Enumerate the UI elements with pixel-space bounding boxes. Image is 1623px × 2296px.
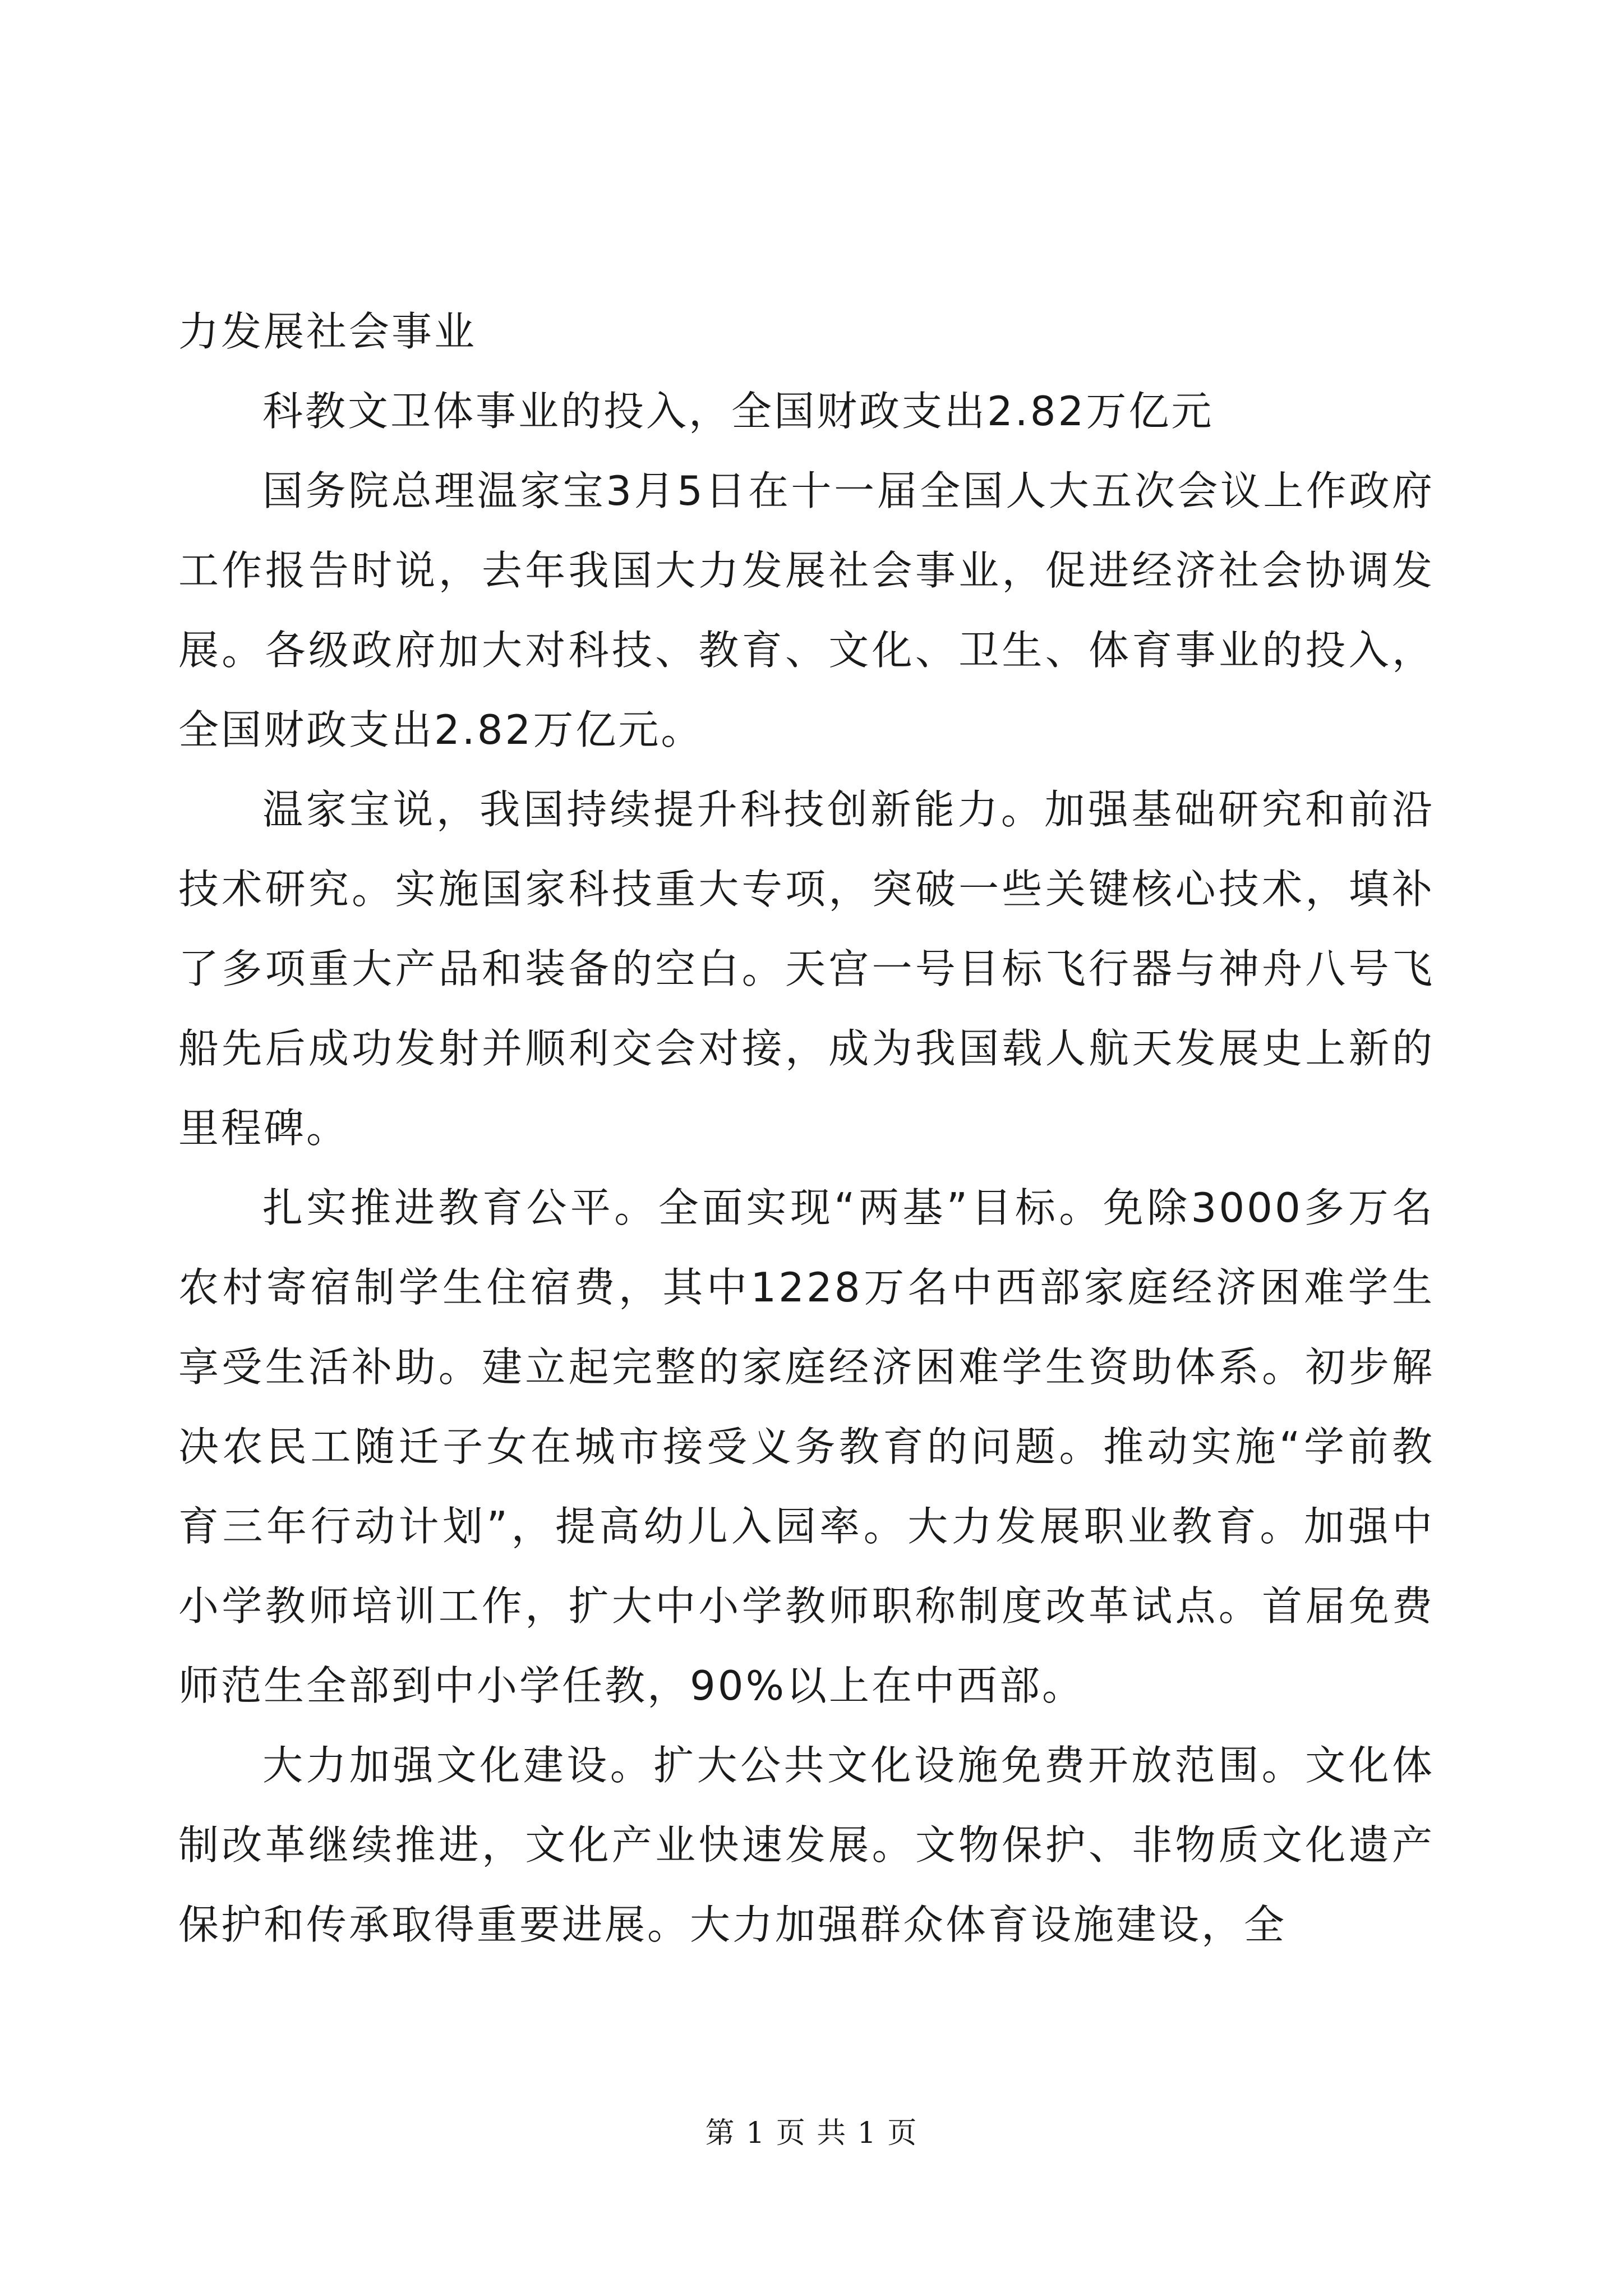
paragraph: 温家宝说，我国持续提升科技创新能力。加强基础研究和前沿技术研究。实施国家科技重大专项，突破一些关键核心技术，填补了多项重大产品和装备的空白。天宫一号目标飞行器与神舟八号飞船先后成功发射并顺利交会对接，成为我国载人航天发展史上新的里程碑。 (178, 786, 1435, 1152)
paragraph: 科教文卫体事业的投入，全国财政支出2.82万亿元 (262, 388, 1214, 435)
paragraph: 大力加强文化建设。扩大公共文化设施免费开放范围。文化体制改革继续推进，文化产业快速发展。文物保护、非物质文化遗产保护和传承取得重要进展。大力加强群众体育设施建设，全 (178, 1742, 1435, 1948)
document-body (178, 292, 1435, 1964)
paragraph: 扎实推进教育公平。全面实现“两基”目标。免除3000多万名农村寄宿制学生住宿费，其中1228万名中西部家庭经济困难学生享受生活补助。建立起完整的家庭经济困难学生资助体系。初步解决农民工随迁子女在城市接受义务教育的问题。推动实施“学前教育三年行动计划”，提高幼儿入园率。大力发展职业教育。加强中小学教师培训工作，扩大中小学教师职称制度改革试点。首届免费师范生全部到中小学任教，90%以上在中西部。 (178, 1184, 1435, 1709)
paragraph: 力发展社会事业 (178, 308, 477, 355)
paragraph: 国务院总理温家宝3月5日在十一届全国人大五次会议上作政府工作报告时说，去年我国大力发展社会事业，促进经济社会协调发展。各级政府加大对科技、教育、文化、卫生、体育事业的投入，全国财政支出2.82万亿元。 (178, 467, 1435, 753)
page-footer: 第 1 页 共 1 页 (705, 2116, 918, 2150)
